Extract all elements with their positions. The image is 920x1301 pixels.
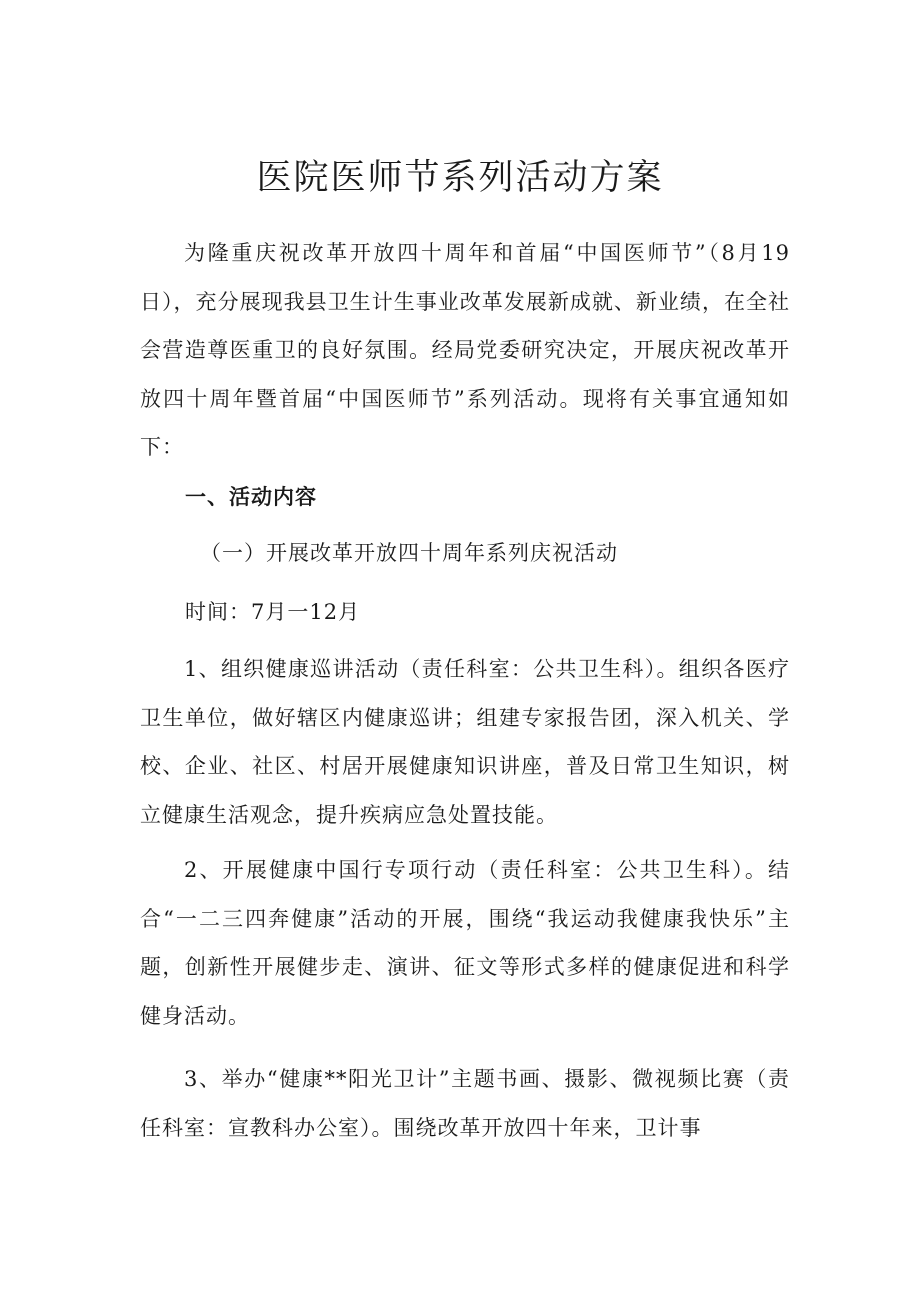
item-2-paragraph: 2、开展健康中国行专项行动（责任科室：公共卫生科）。结合“一二三四奔健康”活动的开展，围绕“我运动我健康我快乐”主题，创新性开展健步走、演讲、征文等形式多样的健康促进和科学健身活动。 <box>140 858 790 1028</box>
time-line: 时间：7月一12月 <box>185 600 361 624</box>
section-heading-activity-content: 一、活动内容 <box>185 485 317 509</box>
item-1-paragraph: 1、组织健康巡讲活动（责任科室：公共卫生科）。组织各医疗卫生单位，做好辖区内健康巡讲；组建专家报告团，深入机关、学校、企业、社区、村居开展健康知识讲座，普及日常卫生知识，树立健康生活观念，提升疾病应急处置技能。 <box>140 657 790 827</box>
intro-paragraph: 为隆重庆祝改革开放四十周年和首届“中国医师节”（8月19日），充分展现我县卫生计生事业改革发展新成就、新业绩，在全社会营造尊医重卫的良好氛围。经局党委研究决定，开展庆祝改革开放四十周年暨首届“中国医师节”系列活动。现将有关事宜通知如下： <box>140 241 790 459</box>
item-3-paragraph: 3、举办“健康**阳光卫计”主题书画、摄影、微视频比赛（责任科室：宣教科办公室）。围绕改革开放四十年来，卫计事 <box>140 1067 790 1140</box>
subsection-heading-celebration: （一）开展改革开放四十周年系列庆祝活动 <box>200 541 618 565</box>
document-title: 医院医师节系列活动方案 <box>256 158 664 198</box>
